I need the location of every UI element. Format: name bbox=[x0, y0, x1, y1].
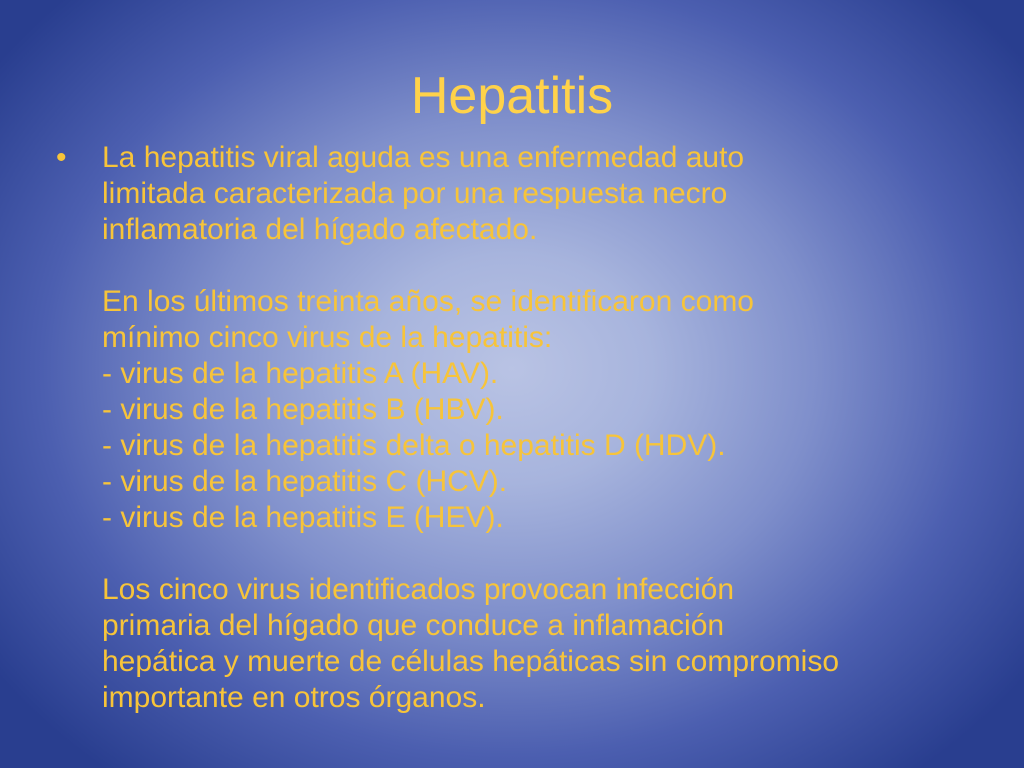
text-line: inflamatoria del hígado afectado. bbox=[102, 213, 538, 246]
virus-list-item: - virus de la hepatitis A (HAV). bbox=[102, 357, 499, 390]
paragraph-spacer bbox=[102, 536, 976, 572]
bullet-text bbox=[102, 140, 976, 716]
bullet-icon: • bbox=[56, 141, 67, 174]
text-line: limitada caracterizada por una respuesta necro bbox=[102, 177, 728, 210]
paragraph-spacer bbox=[102, 248, 976, 284]
text-line: mínimo cinco virus de la hepatitis: bbox=[102, 321, 553, 354]
text-line: En los últimos treinta años, se identificaron como bbox=[102, 285, 754, 318]
virus-list-item: - virus de la hepatitis C (HCV). bbox=[102, 465, 508, 498]
virus-list-item: - virus de la hepatitis E (HEV). bbox=[102, 501, 504, 534]
slide-title: Hepatitis bbox=[410, 67, 614, 125]
text-line: importante en otros órganos. bbox=[102, 681, 486, 714]
text-line: La hepatitis viral aguda es una enfermedad auto bbox=[102, 141, 745, 174]
bullet-item bbox=[56, 140, 976, 716]
text-line: hepática y muerte de células hepáticas sin compromiso bbox=[102, 645, 840, 678]
virus-list-item: - virus de la hepatitis delta o hepatitis D (HDV). bbox=[102, 429, 726, 462]
text-line: primaria del hígado que conduce a inflamación bbox=[102, 609, 725, 642]
virus-list-item: - virus de la hepatitis B (HBV). bbox=[102, 393, 504, 426]
text-line: Los cinco virus identificados provocan infección bbox=[102, 573, 735, 606]
